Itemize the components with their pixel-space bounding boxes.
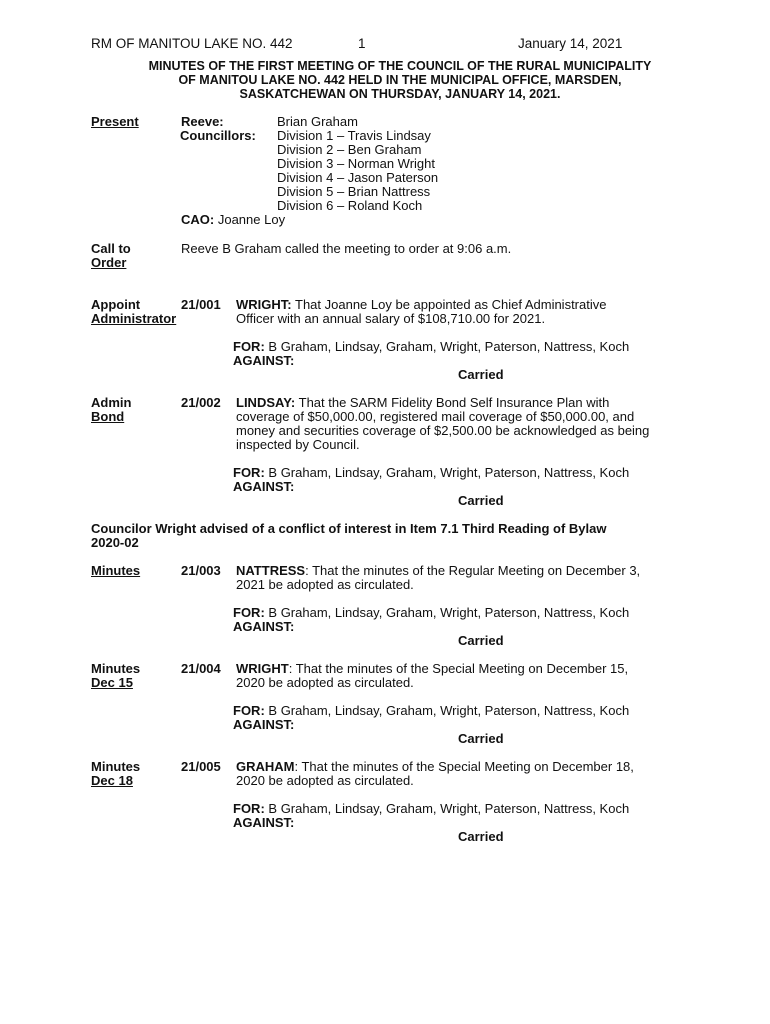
motion-text-line-3: money and securities coverage of $2,500.00 be acknowledged as being — [236, 423, 650, 438]
motion-line: : That the minutes of the Special Meeting on December 15, — [288, 661, 629, 676]
motion-text-line-2: coverage of $50,000.00, registered mail coverage of $50,000.00, and — [236, 409, 635, 424]
call-to-order-label-2: Order — [91, 255, 127, 270]
motion-line: That the SARM Fidelity Bond Self Insurance Plan with — [298, 395, 610, 410]
vote-for — [233, 802, 629, 816]
motion-text-line-2: Officer with an annual salary of $108,710.00 for 2021. — [236, 311, 546, 326]
vote-for-names: B Graham, Lindsay, Graham, Wright, Paterson, Nattress, Koch — [268, 605, 630, 620]
title-line-1: MINUTES OF THE FIRST MEETING OF THE COUNCIL OF THE RURAL MUNICIPALITY — [148, 59, 652, 73]
vote-for-label: FOR: — [233, 703, 265, 718]
motion-number: 21/003 — [181, 563, 221, 578]
motion-number: 21/001 — [181, 297, 221, 312]
cao-line — [181, 213, 285, 227]
motion-label-1: Admin — [91, 395, 132, 410]
motion-text-line-4: inspected by Council. — [236, 437, 360, 452]
motion-label-2: Bond — [91, 409, 125, 424]
motion-mover: WRIGHT: — [236, 297, 292, 312]
reeve-name: Brian Graham — [277, 114, 358, 129]
vote-for-names: B Graham, Lindsay, Graham, Wright, Paterson, Nattress, Koch — [268, 339, 630, 354]
councillor-division-6: Division 6 – Roland Koch — [277, 198, 423, 213]
motion-text-line-2: 2020 be adopted as circulated. — [236, 773, 414, 788]
councillor-division-5: Division 5 – Brian Nattress — [277, 184, 431, 199]
present-label: Present — [91, 114, 139, 129]
call-to-order-label-1: Call to — [91, 241, 131, 256]
vote-for — [233, 606, 629, 620]
motion-text-line-1 — [236, 760, 634, 774]
motion-label-2: Dec 15 — [91, 675, 133, 690]
councillor-division-2: Division 2 – Ben Graham — [277, 142, 422, 157]
motion-label-1: Minutes — [91, 563, 141, 578]
councillor-division-3: Division 3 – Norman Wright — [277, 156, 435, 171]
vote-against-label: AGAINST: — [233, 717, 295, 732]
motion-text-line-1 — [236, 396, 609, 410]
motion-number: 21/004 — [181, 661, 221, 676]
vote-for — [233, 704, 629, 718]
vote-against-label: AGAINST: — [233, 619, 295, 634]
vote-for — [233, 340, 629, 354]
header-date: January 14, 2021 — [518, 36, 623, 51]
call-to-order-text: Reeve B Graham called the meeting to order at 9:06 a.m. — [181, 241, 512, 256]
motion-line: : That the minutes of the Special Meeting on December 18, — [294, 759, 634, 774]
motion-number: 21/002 — [181, 395, 221, 410]
vote-against-label: AGAINST: — [233, 815, 295, 830]
motion-text-line-2: 2021 be adopted as circulated. — [236, 577, 414, 592]
vote-against-label: AGAINST: — [233, 479, 295, 494]
conflict-notice-line-1: Councilor Wright advised of a conflict of interest in Item 7.1 Third Reading of Bylaw — [91, 521, 607, 536]
councillor-division-4: Division 4 – Jason Paterson — [277, 170, 439, 185]
title-line-2: OF MANITOU LAKE NO. 442 HELD IN THE MUNICIPAL OFFICE, MARSDEN, — [178, 73, 622, 87]
conflict-notice-line-2: 2020-02 — [91, 535, 139, 550]
motion-text-line-1 — [236, 298, 606, 312]
header-page-number: 1 — [358, 36, 366, 51]
vote-for-names: B Graham, Lindsay, Graham, Wright, Paterson, Nattress, Koch — [268, 801, 630, 816]
motion-text-line-2: 2020 be adopted as circulated. — [236, 675, 414, 690]
motion-text-line-1 — [236, 662, 628, 676]
cao-label: CAO: — [181, 212, 215, 227]
vote-for-label: FOR: — [233, 801, 265, 816]
motion-label-2: Dec 18 — [91, 773, 133, 788]
motion-number: 21/005 — [181, 759, 221, 774]
vote-for-label: FOR: — [233, 339, 265, 354]
motion-line: : That the minutes of the Regular Meeting on December 3, — [305, 563, 641, 578]
motion-result: Carried — [458, 829, 504, 844]
cao-name: Joanne Loy — [217, 212, 286, 227]
councillor-division-1: Division 1 – Travis Lindsay — [277, 128, 431, 143]
vote-for-names: B Graham, Lindsay, Graham, Wright, Paterson, Nattress, Koch — [268, 465, 630, 480]
title-line-3: SASKATCHEWAN ON THURSDAY, JANUARY 14, 2021. — [239, 87, 561, 101]
motion-result: Carried — [458, 731, 504, 746]
vote-for-label: FOR: — [233, 465, 265, 480]
motion-mover: LINDSAY: — [236, 395, 296, 410]
motion-mover: WRIGHT — [236, 661, 289, 676]
motion-result: Carried — [458, 493, 504, 508]
motion-mover: NATTRESS — [236, 563, 306, 578]
motion-result: Carried — [458, 633, 504, 648]
motion-label-1: Minutes — [91, 759, 141, 774]
vote-for — [233, 466, 629, 480]
vote-for-label: FOR: — [233, 605, 265, 620]
motion-mover: GRAHAM — [236, 759, 295, 774]
motion-text-line-1 — [236, 564, 640, 578]
vote-for-names: B Graham, Lindsay, Graham, Wright, Paterson, Nattress, Koch — [268, 703, 630, 718]
motion-line: That Joanne Loy be appointed as Chief Administrative — [295, 297, 607, 312]
reeve-label: Reeve: — [181, 114, 224, 129]
motion-result: Carried — [458, 367, 504, 382]
motion-label-1: Minutes — [91, 661, 141, 676]
councillors-label: Councillors: — [180, 128, 256, 143]
motion-label-2: Administrator — [91, 311, 177, 326]
motion-label-1: Appoint — [91, 297, 141, 312]
vote-against-label: AGAINST: — [233, 353, 295, 368]
header-org: RM OF MANITOU LAKE NO. 442 — [91, 36, 293, 51]
